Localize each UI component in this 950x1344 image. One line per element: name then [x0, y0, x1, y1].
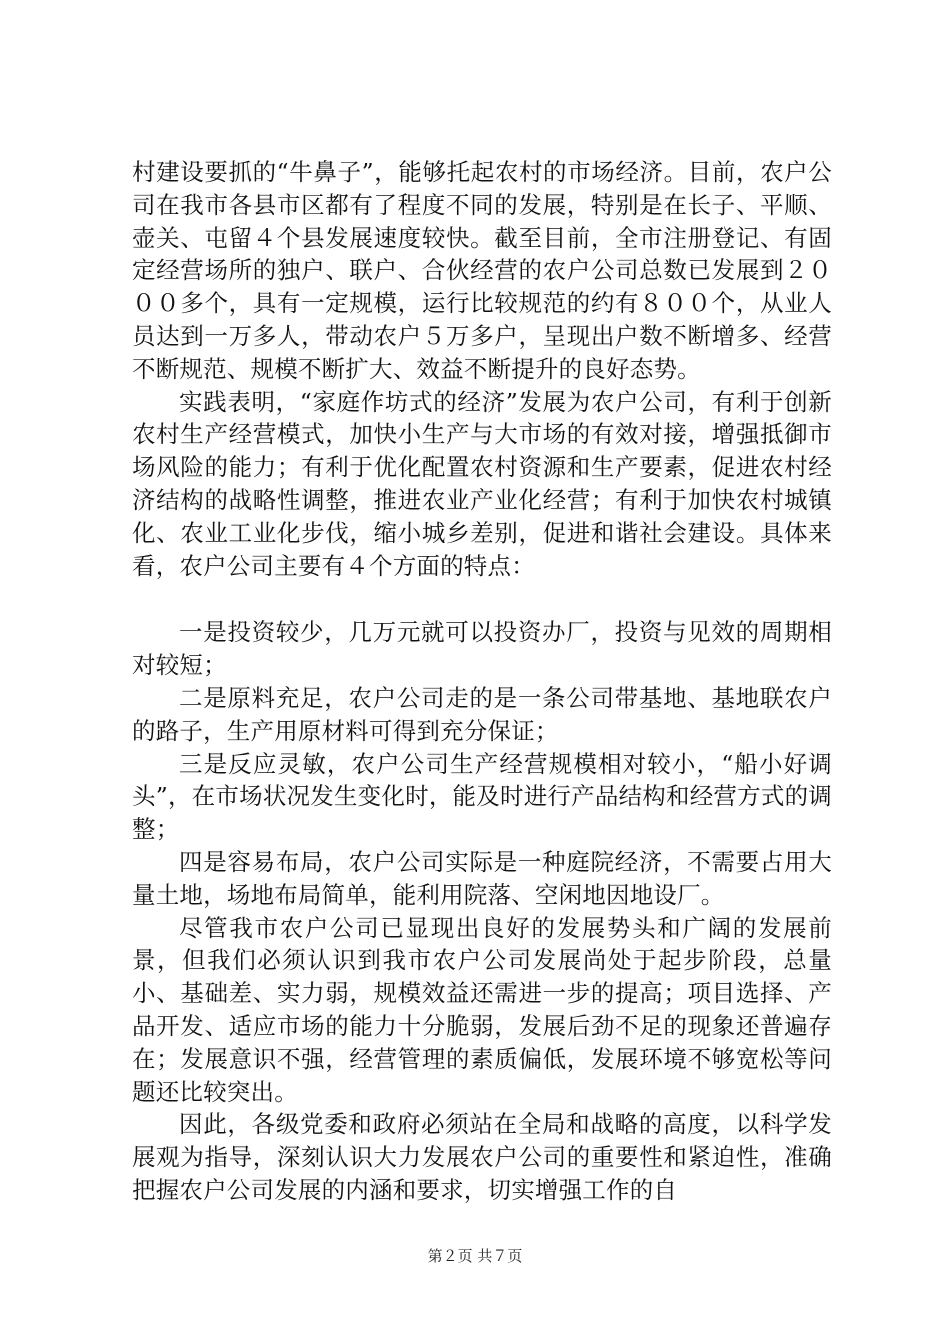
list-item-feature-3: 三是反应灵敏，农户公司生产经营规模相对较小，“船小好调头”，在市场状况发生变化时，能及时进行产品结构和经营方式的调整；: [132, 749, 832, 844]
list-item-feature-4: 四是容易布局，农户公司实际是一种庭院经济，不需要占用大量土地，场地布局简单，能利用院落、空闲地因地设厂。: [132, 847, 832, 909]
paragraph-practice-shows: 实践表明，“家庭作坊式的经济”发展为农户公司，有利于创新农村生产经营模式，加快小生产与大市场的有效对接，增强抵御市场风险的能力；有利于优化配置农村资源和生产要素，促进农村经济结构的战略性调整，推进农业产业化经营；有利于加快农村城镇化、农业工业化步伐，缩小城乡差别，促进和谐社会建设。具体来看，农户公司主要有４个方面的特点：: [132, 387, 832, 580]
document-body: [132, 156, 832, 1207]
paragraph-therefore: 因此，各级党委和政府必须站在全局和战略的高度，以科学发展观为指导，深刻认识大力发展农户公司的重要性和紧迫性，准确把握农户公司发展的内涵和要求，切实增强工作的自: [132, 1110, 832, 1204]
paragraph-continuation: 村建设要抓的“牛鼻子”，能够托起农村的市场经济。目前，农户公司在我市各县市区都有了程度不同的发展，特别是在长子、平顺、壶关、屯留４个县发展速度较快。截至目前，全市注册登记、有固定经营场所的独户、联户、合伙经营的农户公司总数已发展到２０００多个，具有一定规模，运行比较规范的约有８００个，从业人员达到一万多人，带动农户５万多户，呈现出户数不断增多、经营不断规范、规模不断扩大、效益不断提升的良好态势。: [132, 158, 832, 383]
paragraph-challenges: 尽管我市农户公司已显现出良好的发展势头和广阔的发展前景，但我们必须认识到我市农户公司发展尚处于起步阶段，总量小、基础差、实力弱，规模效益还需进一步的提高；项目选择、产品开发、适应市场的能力十分脆弱，发展后劲不足的现象还普遍存在；发展意识不强，经营管理的素质偏低，发展环境不够宽松等问题还比较突出。: [132, 913, 832, 1106]
list-item-feature-1: 一是投资较少，几万元就可以投资办厂，投资与见效的周期相对较短；: [132, 618, 832, 680]
page-number-footer: 第２页 共７页: [427, 1247, 523, 1265]
list-item-feature-2: 二是原料充足，农户公司走的是一条公司带基地、基地联农户的路子，生产用原材料可得到充分保证；: [132, 683, 832, 745]
paragraph-spacer: [132, 582, 832, 616]
